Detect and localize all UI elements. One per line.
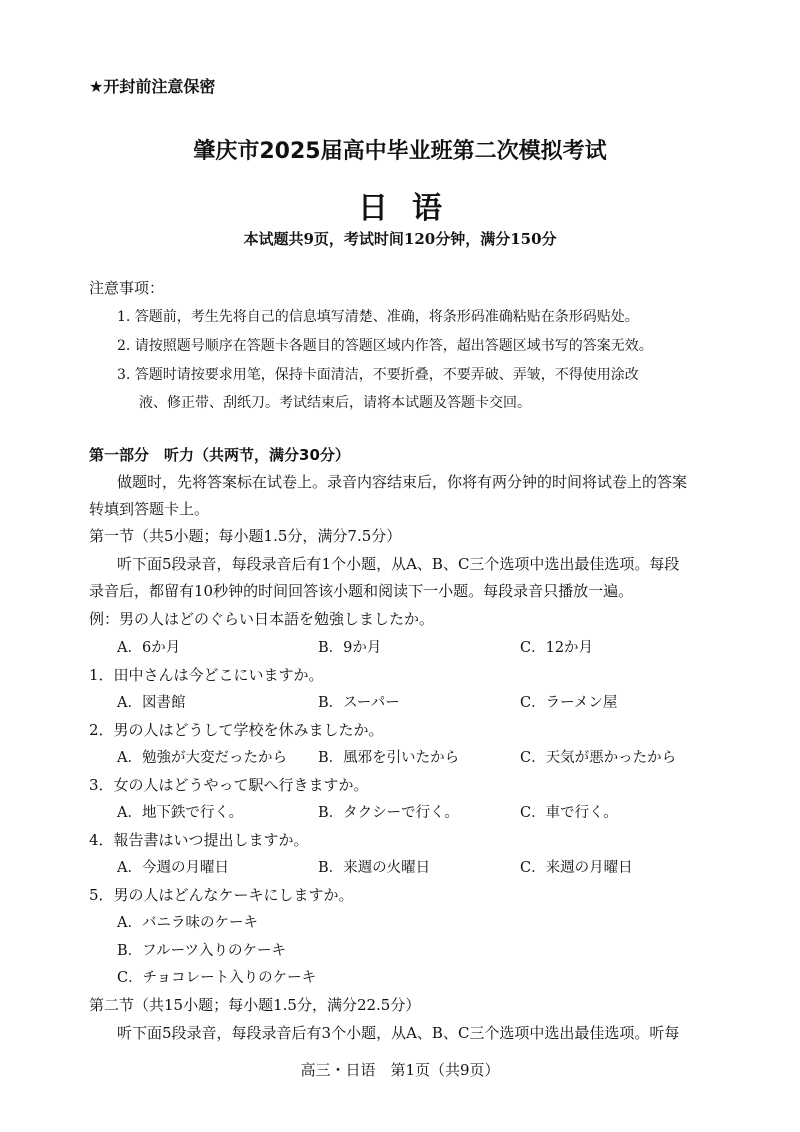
option-a: A．勉強が大変だったから: [117, 750, 287, 766]
option-c: C．来週の月曜日: [520, 860, 633, 876]
example-question: 例：男の人はどのぐらい日本語を勉強しましたか。: [89, 610, 435, 628]
subject-title: 日语: [358, 191, 466, 226]
note-item: 2. 请按照题号顺序在答题卡各题目的答题区域内作答，超出答题区域书写的答案无效。: [117, 338, 653, 354]
part1-instruction: 做题时，先将答案标在试卷上。录音内容结束后，你将有两分钟的时间将试卷上的答案: [117, 473, 688, 491]
option-a: A．図書館: [117, 695, 186, 711]
option-c: C．12か月: [520, 640, 594, 656]
page-footer: 高三・日语 第1页（共9页）: [300, 1061, 500, 1079]
option-b: B．来週の火曜日: [318, 860, 431, 876]
option-c: C．ラーメン屋: [520, 695, 618, 711]
question-text: 3．女の人はどうやって駅へ行きますか。: [89, 776, 369, 794]
option-b: B．スーパー: [318, 695, 400, 711]
exam-title: 肇庆市2025届高中毕业班第二次模拟考试: [193, 139, 607, 164]
option-b: B．風邪を引いたから: [318, 750, 460, 766]
note-item: 液、修正带、刮纸刀。考试结束后，请将本试题及答题卡交回。: [139, 395, 531, 411]
option-c: C．車で行く。: [520, 805, 618, 821]
section1-heading: 第一节（共5小题；每小题1.5分，满分7.5分）: [89, 527, 402, 545]
option-a: A．6か月: [117, 640, 181, 656]
notes-heading: 注意事项：: [89, 279, 165, 297]
option-c: C．天気が悪かったから: [520, 750, 677, 766]
question-text: 2．男の人はどうして学校を休みましたか。: [89, 721, 384, 739]
question-text: 5．男の人はどんなケーキにしますか。: [89, 886, 354, 904]
note-item: 1. 答题前，考生先将自己的信息填写清楚、准确，将条形码准确粘贴在条形码贴处。: [117, 309, 639, 325]
confidential-notice: ★开封前注意保密: [89, 77, 216, 96]
option-c: C．チョコレート入りのケーキ: [117, 970, 317, 986]
section1-instruction: 录音后，都留有10秒钟的时间回答该小题和阅读下一小题。每段录音只播放一遍。: [89, 582, 634, 600]
option-a: A．今週の月曜日: [117, 860, 229, 876]
question-text: 1．田中さんは今どこにいますか。: [89, 666, 324, 684]
section2-instruction: 听下面5段录音，每段录音后有3个小题，从A、B、C三个选项中选出最佳选项。听每: [117, 1024, 680, 1042]
question-text: 4．報告書はいつ提出しますか。: [89, 831, 309, 849]
note-item: 3. 答题时请按要求用笔，保持卡面清洁，不要折叠，不要弄破、弄皱，不得使用涂改: [117, 367, 639, 383]
option-b: B．9か月: [318, 640, 382, 656]
option-b: B．タクシーで行く。: [318, 805, 459, 821]
option-a: A．地下鉄で行く。: [117, 805, 244, 821]
part1-instruction: 转填到答题卡上。: [89, 500, 210, 518]
part1-heading: 第一部分 听力（共两节，满分30分）: [89, 446, 350, 464]
section2-heading: 第二节（共15小题；每小题1.5分，满分22.5分）: [89, 996, 421, 1014]
exam-info: 本试题共9页，考试时间120分钟，满分150分: [243, 230, 557, 248]
option-b: B．フルーツ入りのケーキ: [117, 943, 286, 959]
option-a: A．バニラ味のケーキ: [117, 915, 258, 931]
section1-instruction: 听下面5段录音，每段录音后有1个小题，从A、B、C三个选项中选出最佳选项。每段: [117, 555, 680, 573]
